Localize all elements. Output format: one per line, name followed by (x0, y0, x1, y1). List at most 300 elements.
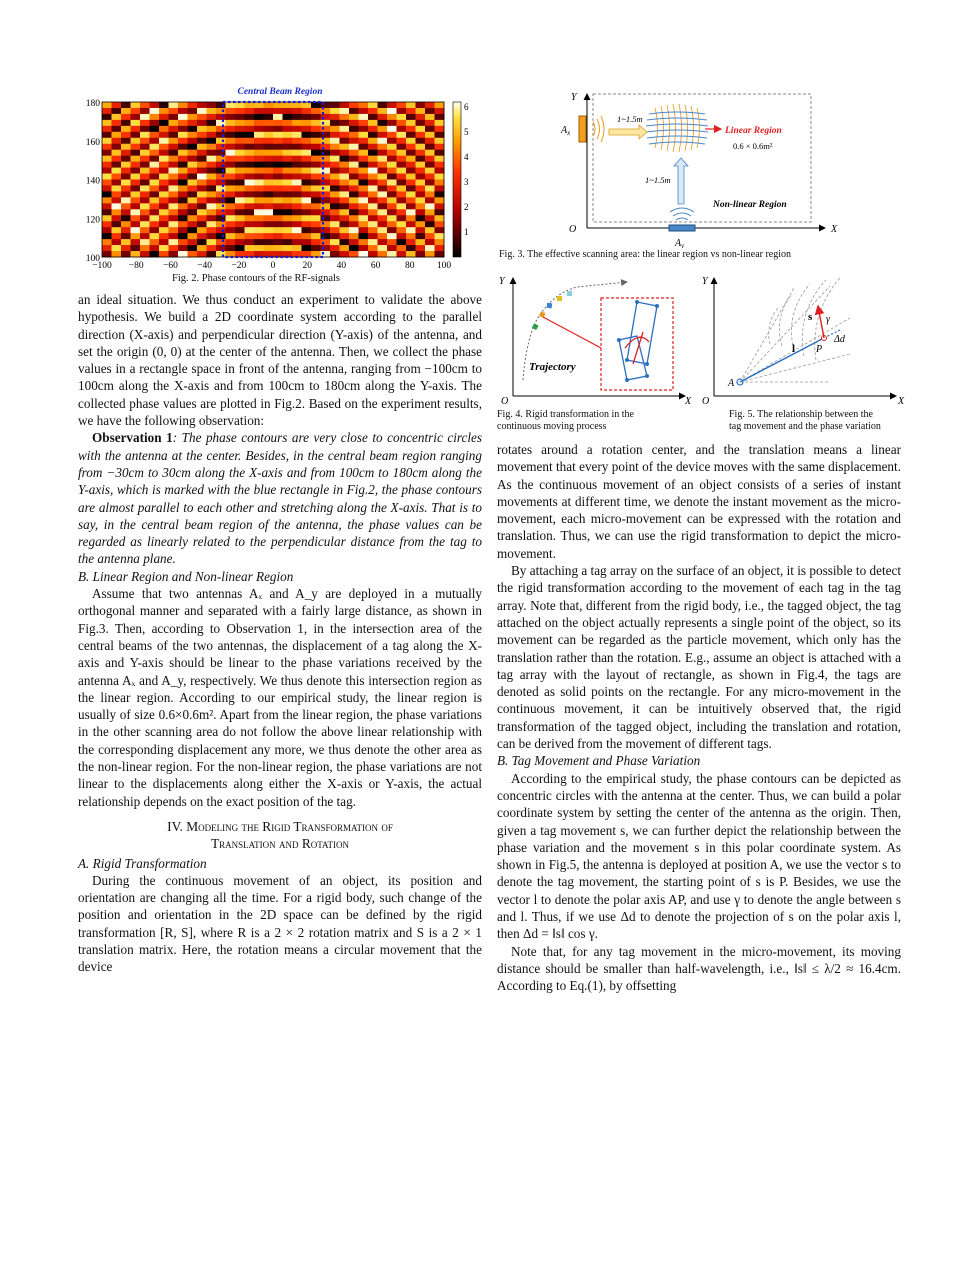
heatmap-cell (340, 120, 350, 126)
heatmap-cell (302, 132, 312, 138)
heatmap-cell (378, 114, 388, 120)
heatmap-cell (359, 239, 369, 245)
heatmap-cell (425, 239, 435, 245)
heatmap-cell (302, 185, 312, 191)
heatmap-cell (292, 174, 302, 180)
heatmap-cell (264, 245, 274, 251)
heatmap-cell (197, 185, 207, 191)
heatmap-cell (406, 233, 416, 239)
heatmap-cell (311, 126, 321, 132)
heatmap-cell (302, 203, 312, 209)
heatmap-cell (169, 144, 179, 150)
heatmap-cell (416, 120, 426, 126)
heatmap-cell (235, 168, 245, 174)
heatmap-cell (216, 132, 226, 138)
heatmap-cell (254, 233, 264, 239)
heatmap-cell (254, 191, 264, 197)
heatmap-cell (131, 245, 141, 251)
heatmap-cell (302, 197, 312, 203)
heatmap-cell (368, 197, 378, 203)
heatmap-cell (330, 245, 340, 251)
heatmap-cell (368, 227, 378, 233)
heatmap-cell (216, 120, 226, 126)
heatmap-cell (245, 185, 255, 191)
heatmap-cell (425, 197, 435, 203)
heatmap-cell (159, 191, 169, 197)
heatmap-cell (273, 245, 283, 251)
fig2-title: Central Beam Region (237, 87, 323, 97)
heatmap-cell (245, 114, 255, 120)
heatmap-cell (188, 102, 198, 108)
heatmap-cell (387, 144, 397, 150)
heatmap-cell (245, 239, 255, 245)
heatmap-cell (121, 120, 131, 126)
heatmap-cell (226, 197, 236, 203)
heatmap-cell (368, 114, 378, 120)
heatmap-cell (425, 215, 435, 221)
heatmap-cell (188, 108, 198, 114)
heatmap-cell (150, 245, 160, 251)
heatmap-cell (349, 174, 359, 180)
heatmap-cell (197, 150, 207, 156)
colorbar-tick-label: 2 (464, 202, 469, 212)
heatmap-cell (140, 168, 150, 174)
heatmap-cell (159, 126, 169, 132)
fig4-y-axis: Y (499, 276, 505, 287)
heatmap-cell (254, 138, 264, 144)
heatmap-cell (349, 191, 359, 197)
heatmap-cell (311, 138, 321, 144)
heatmap-cell (254, 108, 264, 114)
heatmap-cell (197, 120, 207, 126)
heatmap-cell (425, 120, 435, 126)
heatmap-cell (102, 209, 112, 215)
heatmap-cell (216, 197, 226, 203)
heatmap-cell (416, 132, 426, 138)
heatmap-cell (435, 150, 445, 156)
heatmap-cell (226, 209, 236, 215)
l-label: l (792, 343, 796, 355)
heatmap-cell (188, 251, 198, 257)
heatmap-cell (226, 120, 236, 126)
heatmap-cell (311, 132, 321, 138)
heatmap-cell (435, 233, 445, 239)
heatmap-cell (216, 209, 226, 215)
heatmap-cell (283, 114, 293, 120)
x-tick-label: −40 (197, 261, 213, 271)
heatmap-cell (207, 251, 217, 257)
heatmap-cell (264, 132, 274, 138)
heatmap-cell (378, 209, 388, 215)
heatmap-cell (397, 227, 407, 233)
heatmap-cell (435, 108, 445, 114)
heatmap-cell (292, 197, 302, 203)
fig3-caption: Fig. 3. The effective scanning area: the linear region vs non-linear region (499, 249, 792, 260)
heatmap-cell (406, 191, 416, 197)
heatmap-cell (245, 180, 255, 186)
heatmap-cell (387, 209, 397, 215)
dd-label: Δd (834, 334, 845, 345)
left-column (78, 291, 482, 976)
colorbar-tick-label: 1 (464, 227, 469, 237)
heatmap-cell (131, 203, 141, 209)
heatmap-cell (311, 239, 321, 245)
heatmap-cell (121, 162, 131, 168)
heatmap-cell (387, 203, 397, 209)
heatmap-cell (235, 185, 245, 191)
heatmap-cell (311, 108, 321, 114)
heatmap-cell (112, 168, 122, 174)
heatmap-cell (349, 120, 359, 126)
heatmap-cell (102, 114, 112, 120)
heatmap-cell (330, 209, 340, 215)
heatmap-cell (387, 102, 397, 108)
heatmap-cell (368, 245, 378, 251)
heatmap-cell (226, 138, 236, 144)
heatmap-cell (378, 168, 388, 174)
heatmap-cell (359, 180, 369, 186)
heatmap-cell (368, 239, 378, 245)
zoom-box (601, 298, 673, 390)
heatmap-cell (207, 126, 217, 132)
heatmap-cell (330, 239, 340, 245)
heatmap-cell (150, 180, 160, 186)
y-tick-label: 120 (85, 215, 100, 226)
fig3-diagram (545, 86, 875, 248)
heatmap-cell (207, 203, 217, 209)
heatmap-cell (302, 215, 312, 221)
heatmap-cell (159, 174, 169, 180)
heatmap-cell (207, 102, 217, 108)
heatmap-cell (378, 227, 388, 233)
heatmap-cell (140, 174, 150, 180)
heatmap-cell (330, 215, 340, 221)
heatmap-cell (340, 245, 350, 251)
heatmap-cell (330, 197, 340, 203)
heatmap-cell (416, 233, 426, 239)
heatmap-cell (330, 150, 340, 156)
heatmap-cell (169, 209, 179, 215)
heatmap-cell (406, 156, 416, 162)
fig4-diagram (497, 272, 697, 407)
x-tick-label: 100 (436, 261, 452, 271)
heatmap-cell (178, 150, 188, 156)
fig4-caption-1: Fig. 4. Rigid transformation in the (497, 409, 634, 420)
heatmap-cell (340, 185, 350, 191)
heatmap-cell (216, 126, 226, 132)
heatmap-cell (330, 132, 340, 138)
heatmap-cell (121, 138, 131, 144)
subsection-a-rigid: A. Rigid Transformation (78, 855, 207, 871)
heatmap-cell (273, 138, 283, 144)
heatmap-cell (340, 156, 350, 162)
heatmap-cell (169, 197, 179, 203)
heatmap-cell (416, 209, 426, 215)
heatmap-cell (330, 138, 340, 144)
heatmap-cell (302, 150, 312, 156)
heatmap-cell (273, 144, 283, 150)
heatmap-cell (188, 215, 198, 221)
heatmap-cell (397, 162, 407, 168)
heatmap-cell (292, 132, 302, 138)
heatmap-cell (302, 156, 312, 162)
left-paragraph-3: During the continuous movement of an object, its position and orientation are changing all the time. For a rigid body, such change of the position and orientation in the 2D space can be defined by the rigid transformation [R, S], where R is a 2 × 2 rotation matrix and S is a 2 × 1 translation matrix. Here, the rotation means a circular movement that the device (78, 872, 482, 975)
heatmap-cell (368, 120, 378, 126)
heatmap-cell (264, 180, 274, 186)
heatmap-cell (359, 114, 369, 120)
heatmap-cell (216, 239, 226, 245)
heatmap-cell (387, 138, 397, 144)
heatmap-cell (197, 197, 207, 203)
heatmap-cell (102, 102, 112, 108)
heatmap-cell (292, 239, 302, 245)
heatmap-cell (159, 245, 169, 251)
heatmap-cell (140, 108, 150, 114)
heatmap-cell (235, 239, 245, 245)
heatmap-cell (311, 174, 321, 180)
heatmap-cell (425, 150, 435, 156)
heatmap-cell (235, 221, 245, 227)
heatmap-cell (207, 209, 217, 215)
heatmap-cell (378, 239, 388, 245)
x-tick-label: 80 (405, 261, 415, 271)
heatmap-cell (169, 102, 179, 108)
heatmap-cell (292, 150, 302, 156)
heatmap-cell (207, 144, 217, 150)
heatmap-cell (102, 132, 112, 138)
heatmap-cell (197, 126, 207, 132)
heatmap-cell (112, 209, 122, 215)
heatmap-cell (102, 138, 112, 144)
heatmap-cell (102, 120, 112, 126)
heatmap-cell (359, 174, 369, 180)
heatmap-cell (387, 150, 397, 156)
heatmap-cell (216, 251, 226, 257)
heatmap-cell (207, 150, 217, 156)
heatmap-cell (131, 114, 141, 120)
heatmap-cell (264, 203, 274, 209)
heatmap-cell (226, 168, 236, 174)
heatmap-cell (292, 114, 302, 120)
heatmap-cell (425, 168, 435, 174)
heatmap-cell (140, 203, 150, 209)
heatmap-cell (340, 203, 350, 209)
heatmap-cell (349, 132, 359, 138)
s-label: s (808, 311, 813, 323)
heatmap-cell (178, 239, 188, 245)
heatmap-cell (169, 203, 179, 209)
heatmap-cell (340, 239, 350, 245)
observation-body: : The phase contours are very close to concentric circles with the antenna at the center. Besides, in the central beam region ranging from −30cm to 30cm along the X-axis and from 100cm to 180cm along the Y-axis, which is marked with the blue rectangle in Fig.2, the phase contours are almost parallel to each other and stretching along the X-axis. That is to say, in the central beam region of the antenna, the phase values can be regarded as linearly related to the perpendicular distance from the tag to the antenna plane. (78, 430, 483, 567)
heatmap-cell (178, 185, 188, 191)
fig4-origin: O (501, 396, 509, 407)
heatmap-cell (397, 120, 407, 126)
heatmap-cell (216, 138, 226, 144)
heatmap-cell (226, 126, 236, 132)
heatmap-cell (178, 221, 188, 227)
heatmap-cell (330, 203, 340, 209)
heatmap-cell (226, 185, 236, 191)
heatmap-cell (292, 144, 302, 150)
heatmap-cell (150, 197, 160, 203)
heatmap-cell (397, 197, 407, 203)
heatmap-cell (340, 102, 350, 108)
heatmap-cell (140, 245, 150, 251)
heatmap-cell (359, 126, 369, 132)
heatmap-cell (216, 174, 226, 180)
heatmap-cell (197, 132, 207, 138)
heatmap-cell (159, 156, 169, 162)
heatmap-cell (178, 174, 188, 180)
heatmap-cell (178, 233, 188, 239)
heatmap-cell (188, 197, 198, 203)
x-tick-label: −80 (128, 261, 144, 271)
heatmap-cell (349, 209, 359, 215)
heatmap-cell (112, 156, 122, 162)
heatmap-cell (121, 215, 131, 221)
heatmap-cell (216, 245, 226, 251)
heatmap-cell (368, 185, 378, 191)
heatmap-cell (273, 114, 283, 120)
heatmap-cell (397, 191, 407, 197)
heatmap-cell (121, 108, 131, 114)
heatmap-cell (140, 251, 150, 257)
heatmap-cell (340, 138, 350, 144)
heatmap-cell (349, 138, 359, 144)
heatmap-cell (283, 203, 293, 209)
heatmap-cell (121, 185, 131, 191)
heatmap-cell (188, 180, 198, 186)
heatmap-cell (378, 203, 388, 209)
heatmap-cell (397, 174, 407, 180)
heatmap-cell (368, 191, 378, 197)
heatmap-cell (311, 197, 321, 203)
heatmap-cell (311, 203, 321, 209)
heatmap-cell (131, 221, 141, 227)
heatmap-cell (254, 114, 264, 120)
heatmap-cell (359, 150, 369, 156)
heatmap-cell (245, 132, 255, 138)
heatmap-cell (330, 185, 340, 191)
heatmap-cell (112, 150, 122, 156)
heatmap-cell (273, 162, 283, 168)
heatmap-cell (359, 185, 369, 191)
heatmap-cell (330, 126, 340, 132)
heatmap-cell (397, 245, 407, 251)
heatmap-cell (235, 209, 245, 215)
heatmap-cell (216, 215, 226, 221)
heatmap-cell (140, 227, 150, 233)
heatmap-cell (397, 251, 407, 257)
heatmap-cell (150, 126, 160, 132)
colorbar-tick-label: 4 (464, 152, 469, 162)
heatmap-cell (245, 233, 255, 239)
heatmap-cell (273, 174, 283, 180)
heatmap-cell (378, 215, 388, 221)
heatmap-cell (425, 138, 435, 144)
heatmap-cell (131, 162, 141, 168)
heatmap-cell (131, 126, 141, 132)
heatmap-cell (273, 126, 283, 132)
heatmap-cell (340, 168, 350, 174)
heatmap-cell (368, 144, 378, 150)
heatmap-cell (349, 227, 359, 233)
heatmap-cell (150, 156, 160, 162)
right-paragraph-4: Note that, for any tag movement in the micro-movement, its moving distance should be smaller than half-wavelength, i.e., ‖s‖ ≤ λ/2 ≈ 16.4cm. According to Eq.(1), by offsetting (497, 943, 901, 994)
heatmap-cell (207, 162, 217, 168)
heatmap-cell (359, 209, 369, 215)
heatmap-cell (102, 174, 112, 180)
heatmap-cell (197, 144, 207, 150)
fig5-diagram (700, 272, 910, 407)
heatmap-cell (169, 114, 179, 120)
trajectory-dots (532, 291, 572, 330)
heatmap-cell (406, 132, 416, 138)
heatmap-cell (406, 144, 416, 150)
heatmap-cell (311, 144, 321, 150)
heatmap-cell (131, 156, 141, 162)
heatmap-cell (264, 108, 274, 114)
heatmap-cell (169, 138, 179, 144)
heatmap-cell (273, 215, 283, 221)
heatmap-cell (416, 150, 426, 156)
heatmap-cell (368, 221, 378, 227)
heatmap-cell (131, 215, 141, 221)
heatmap-cell (178, 251, 188, 257)
heatmap-cell (159, 221, 169, 227)
heatmap-cell (112, 251, 122, 257)
heatmap-cell (188, 227, 198, 233)
heatmap-cell (112, 191, 122, 197)
heatmap-cell (435, 221, 445, 227)
heatmap-cell (387, 215, 397, 221)
heatmap-cell (121, 156, 131, 162)
heatmap-cell (283, 120, 293, 126)
heatmap-cell (273, 180, 283, 186)
heatmap-cell (188, 245, 198, 251)
heatmap-cell (112, 120, 122, 126)
heatmap-cell (150, 162, 160, 168)
heatmap-cell (387, 168, 397, 174)
heatmap-cell (131, 138, 141, 144)
heatmap-cell (159, 239, 169, 245)
subsection-b-tag: B. Tag Movement and Phase Variation (497, 753, 701, 769)
heatmap-cell (368, 126, 378, 132)
colorbar-tick-label: 5 (464, 127, 469, 137)
heatmap-cell (131, 251, 141, 257)
heatmap-cell (359, 245, 369, 251)
heatmap-cell (178, 197, 188, 203)
heatmap-cell (416, 203, 426, 209)
heatmap-cell (112, 180, 122, 186)
ay-waves (670, 208, 694, 220)
heatmap-cell (264, 168, 274, 174)
heatmap-cell (226, 203, 236, 209)
heatmap-cell (197, 102, 207, 108)
heatmap-cell (387, 156, 397, 162)
heatmap-cell (406, 174, 416, 180)
heatmap-cell (264, 215, 274, 221)
heatmap-cell (207, 215, 217, 221)
heatmap-cell (112, 162, 122, 168)
heatmap-cell (435, 191, 445, 197)
heatmap-cell (112, 239, 122, 245)
heatmap-cell (330, 251, 340, 257)
heatmap-cell (216, 185, 226, 191)
heatmap-cell (112, 126, 122, 132)
heatmap-cell (283, 144, 293, 150)
heatmap-cell (435, 185, 445, 191)
